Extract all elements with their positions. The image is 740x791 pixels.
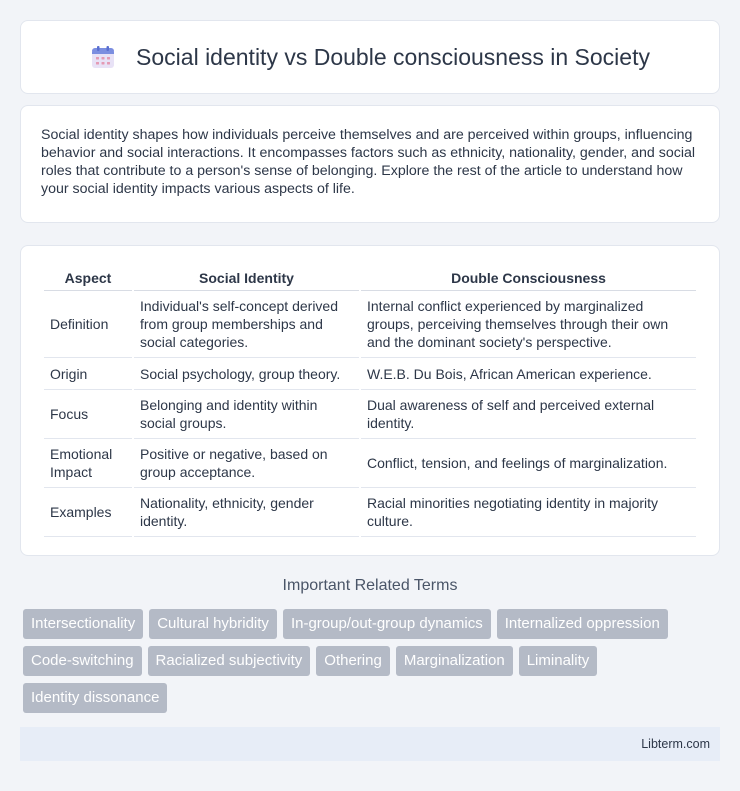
term-tag[interactable]: Marginalization — [396, 646, 513, 676]
term-tag[interactable]: Intersectionality — [23, 609, 143, 639]
table-row — [44, 439, 696, 488]
header-double-consciousness: Double Consciousness — [361, 266, 696, 291]
table-row — [44, 291, 696, 358]
table-row — [44, 358, 696, 390]
row-social-identity: Nationality, ethnicity, gender identity. — [134, 488, 359, 537]
row-aspect: Origin — [44, 358, 132, 390]
row-double-consciousness: W.E.B. Du Bois, African American experience. — [361, 358, 696, 390]
row-social-identity: Individual's self-concept derived from group memberships and social categories. — [134, 291, 359, 358]
row-double-consciousness: Internal conflict experienced by marginalized groups, perceiving themselves through their own and the dominant society's perspective. — [361, 291, 696, 358]
intro-text: Social identity shapes how individuals perceive themselves and are perceived within groups, influencing behavior and social interactions. It encompasses factors such as ethnicity, nationality, gender, and social roles that contribute to a person's sense of belonging. Explore the rest of the article to understand how your social identity impacts various aspects of life. — [41, 127, 696, 197]
row-double-consciousness: Racial minorities negotiating identity in majority culture. — [361, 488, 696, 537]
row-social-identity: Social psychology, group theory. — [134, 358, 359, 390]
related-terms-title: Important Related Terms — [282, 577, 458, 594]
term-tag[interactable]: Code-switching — [23, 646, 142, 676]
title-card — [20, 20, 720, 94]
header-social-identity: Social Identity — [134, 266, 359, 291]
row-aspect: Examples — [44, 488, 132, 537]
table-row — [44, 390, 696, 439]
footer — [20, 727, 720, 761]
term-tag[interactable]: Identity dissonance — [23, 683, 167, 713]
comparison-table-card — [20, 245, 720, 556]
row-social-identity: Positive or negative, based on group acceptance. — [134, 439, 359, 488]
table-row — [44, 488, 696, 537]
term-tag[interactable]: Othering — [316, 646, 390, 676]
header-aspect: Aspect — [44, 266, 132, 291]
calendar-icon — [90, 44, 116, 70]
page-title: Social identity vs Double consciousness in Society — [136, 43, 650, 70]
row-double-consciousness: Dual awareness of self and perceived external identity. — [361, 390, 696, 439]
term-tag[interactable]: In-group/out-group dynamics — [283, 609, 491, 639]
comparison-table — [42, 266, 698, 537]
row-aspect: Focus — [44, 390, 132, 439]
intro-card — [20, 105, 720, 223]
term-tag[interactable]: Liminality — [519, 646, 598, 676]
row-double-consciousness: Conflict, tension, and feelings of marginalization. — [361, 439, 696, 488]
row-aspect: Definition — [44, 291, 132, 358]
term-tag[interactable]: Cultural hybridity — [149, 609, 277, 639]
row-social-identity: Belonging and identity within social groups. — [134, 390, 359, 439]
footer-brand[interactable]: Libterm.com — [641, 737, 710, 751]
term-tag[interactable]: Internalized oppression — [497, 609, 668, 639]
table-header-row — [44, 266, 696, 291]
term-tag[interactable]: Racialized subjectivity — [148, 646, 311, 676]
related-terms-list — [23, 609, 723, 713]
row-aspect: Emotional Impact — [44, 439, 132, 488]
